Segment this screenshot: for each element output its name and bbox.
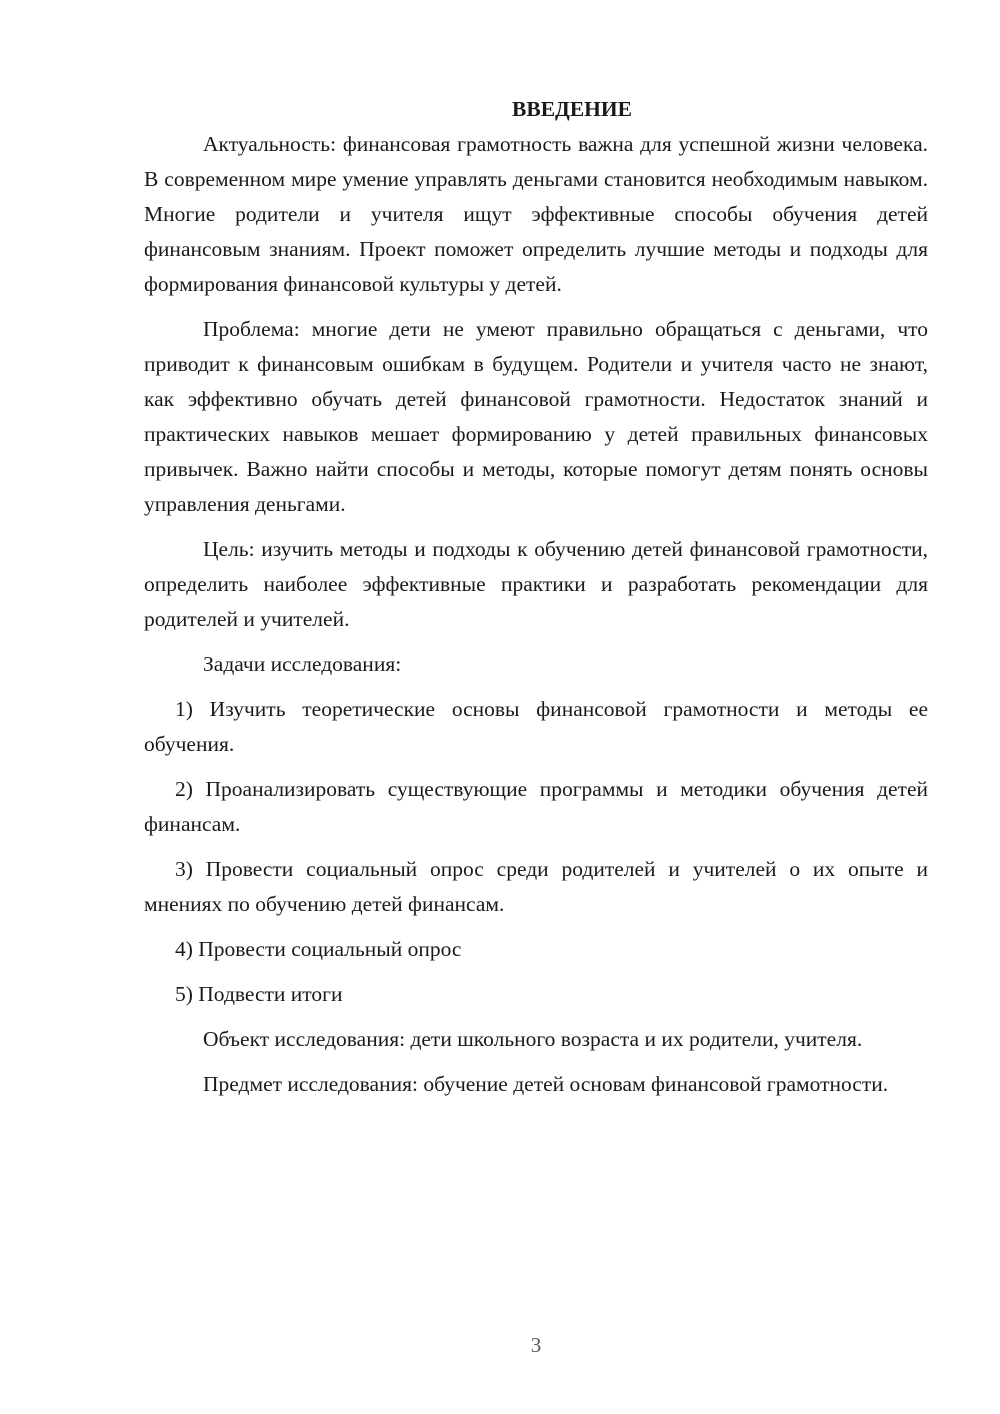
object-paragraph: Объект исследования: дети школьного возраста и их родители, учителя. (203, 1027, 863, 1051)
relevance-paragraph: Актуальность: финансовая грамотность важна для успешной жизни человека. В современном мире умение управлять деньгами становится необходимым навыком. Многие родители и учителя ищут эффективные способы обучения детей финансовым знаниям. Проект поможет определить лучшие методы и подходы для формирования финансовой культуры у детей. (144, 132, 928, 296)
section-title: ВВЕДЕНИЕ (512, 97, 632, 121)
task-item-2: 2) Проанализировать существующие программы и методики обучения детей финансам. (144, 777, 928, 836)
subject-paragraph: Предмет исследования: обучение детей основам финансовой грамотности. (203, 1072, 889, 1096)
task-item-5: 5) Подвести итоги (175, 982, 343, 1006)
problem-paragraph: Проблема: многие дети не умеют правильно обращаться с деньгами, что приводит к финансовым ошибкам в будущем. Родители и учителя часто не знают, как эффективно обучать детей финансовой грамотности. Недостаток знаний и практических навыков мешает формированию у детей правильных финансовых привычек. Важно найти способы и методы, которые помогут детям понять основы управления деньгами. (144, 317, 928, 516)
task-item-3: 3) Провести социальный опрос среди родителей и учителей о их опыте и мнениях по обучению детей финансам. (144, 857, 928, 916)
goal-paragraph: Цель: изучить методы и подходы к обучению детей финансовой грамотности, определить наиболее эффективные практики и разработать рекомендации для родителей и учителей. (144, 537, 928, 631)
document-page (144, 92, 928, 1112)
tasks-label: Задачи исследования: (203, 652, 402, 676)
task-item-1: 1) Изучить теоретические основы финансовой грамотности и методы ее обучения. (144, 697, 928, 756)
page-number: 3 (530, 1333, 542, 1357)
task-item-4: 4) Провести социальный опрос (175, 937, 462, 961)
